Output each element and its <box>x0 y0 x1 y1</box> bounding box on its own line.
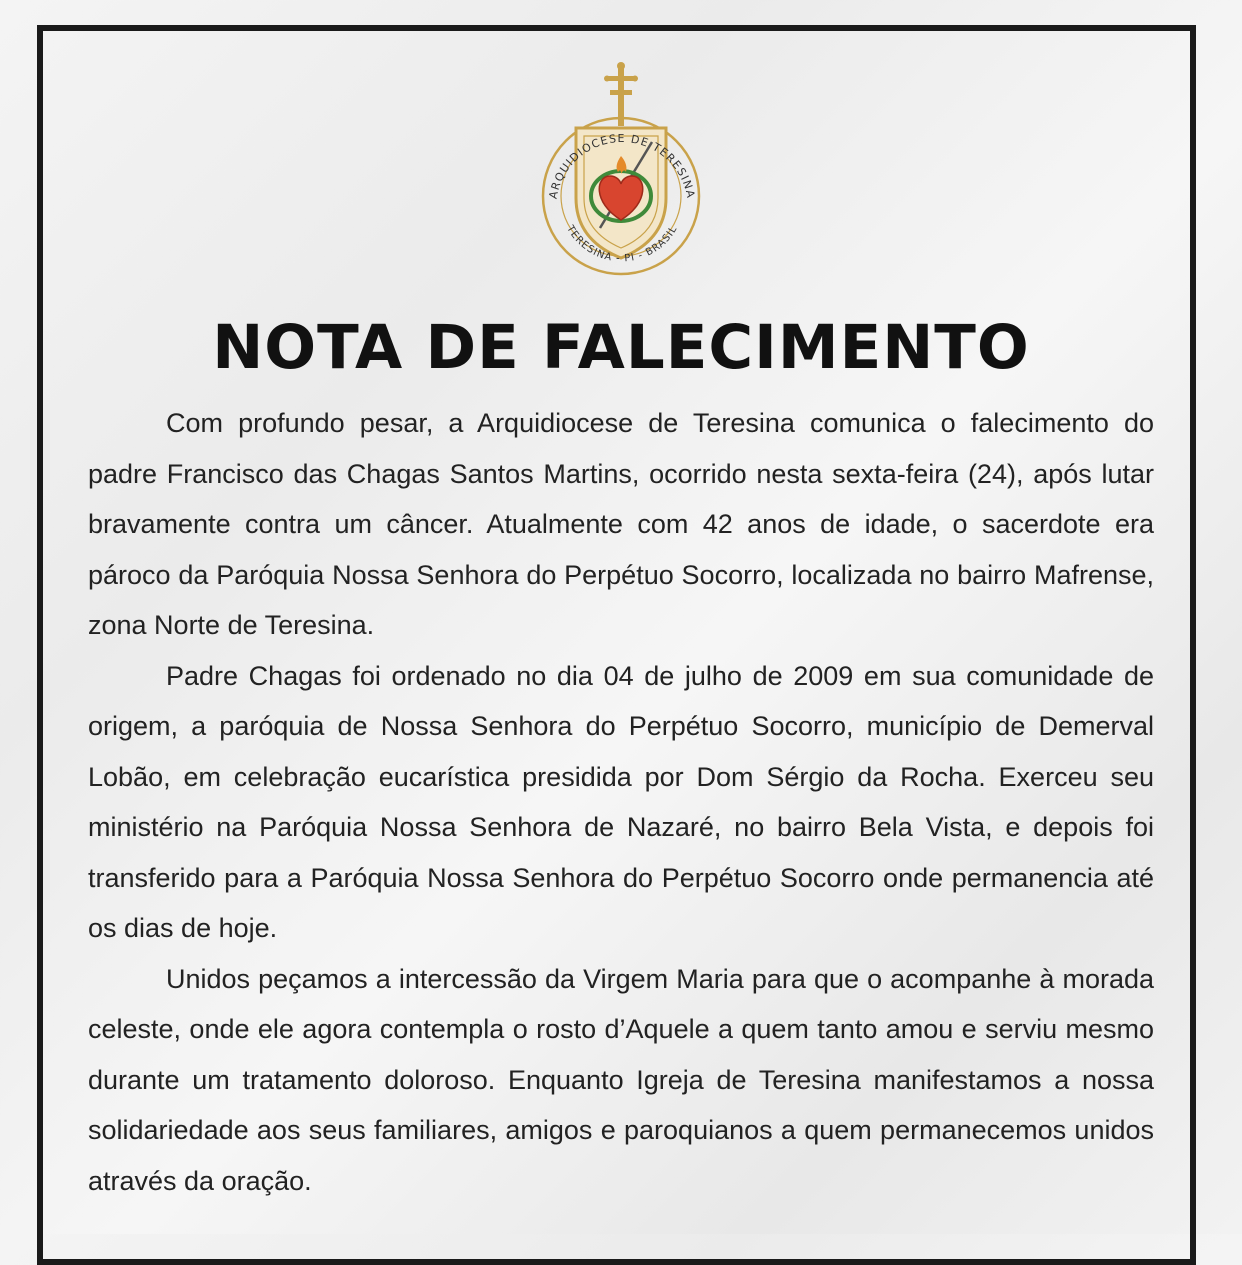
paragraph-prayer: Unidos peçamos a intercessão da Virgem Maria para que o acompanhe à morada celeste, onde ele agora contempla o rosto d’Aquele a quem tanto amou e serviu mesmo durante um tratamento doloroso. Enquanto Igreja de Teresina manifestamos a nossa solidariedade aos seus familiares, amigos e paroquianos a quem permanecemos unidos através da oração. <box>88 963 1154 1196</box>
paragraph-announcement: Com profundo pesar, a Arquidiocese de Teresina comunica o falecimento do padre Francisco das Chagas Santos Martins, ocorrido nesta sexta-feira (24), após lutar bravamente contra um câncer. Atualmente com 42 anos de idade, o sacerdote era pároco da Paróquia Nossa Senhora do Perpétuo Socorro, localizada no bairro Mafrense, zona Norte de Teresina. <box>88 408 1154 640</box>
notice-title: NOTA DE FALECIMENTO <box>212 312 1030 383</box>
paragraph-biography: Padre Chagas foi ordenado no dia 04 de julho de 2009 em sua comunidade de origem, a paróquia de Nossa Senhora do Perpétuo Socorro, município de Demerval Lobão, em celebração eucarística presidida por Dom Sérgio da Rocha. Exerceu seu ministério na Paróquia Nossa Senhora de Nazaré, no bairro Bela Vista, e depois foi transferido para a Paróquia Nossa Senhora do Perpétuo Socorro onde permanencia até os dias de hoje. <box>88 660 1154 943</box>
seal-arc-text: ARQUIDIOCESE DE TERESINA <box>546 131 698 200</box>
notice-body <box>88 398 1154 1206</box>
cross-icon <box>604 62 638 126</box>
archdiocese-seal-logo <box>530 58 712 280</box>
seal-bottom-text: TERESINA - PI - BRASIL <box>564 223 680 265</box>
